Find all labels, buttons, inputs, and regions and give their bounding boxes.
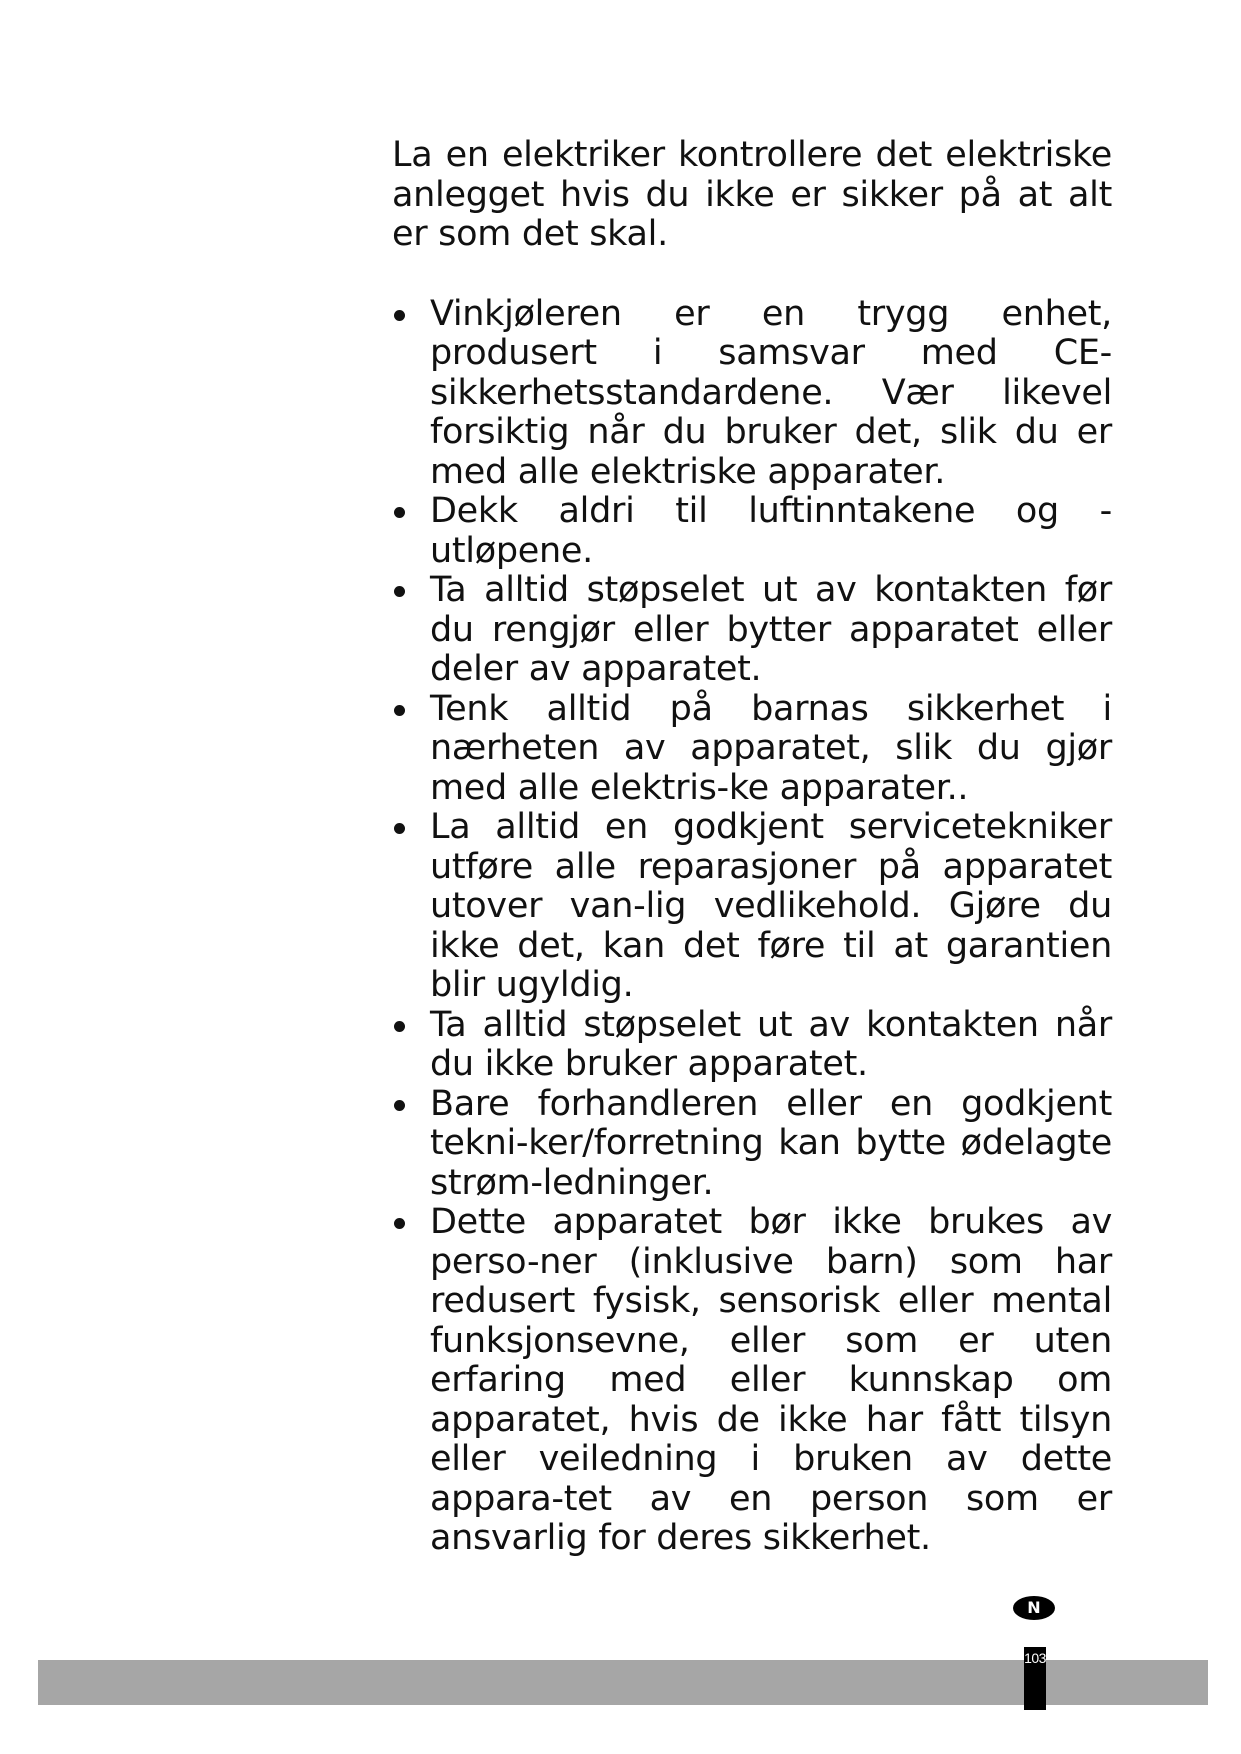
bullet-icon — [394, 310, 405, 321]
list-item-text: Dette apparatet bør ikke brukes av perso-ner (inklusive barn) som har redusert fysisk, sensorisk eller mental funksjonsevne, eller som er uten erfaring med eller kunnskap om apparatet, hvis de ikke har fått tilsyn eller veiledning i bruken av dette appara-tet av en person som er ansvarlig for deres sikkerhet. — [430, 1202, 1112, 1558]
list-item-text: Ta alltid støpselet ut av kontakten når du ikke bruker apparatet. — [430, 1004, 1112, 1084]
list-item — [392, 1203, 1112, 1559]
list-item — [392, 571, 1112, 690]
bullet-icon — [394, 1100, 405, 1111]
bullet-icon — [394, 507, 405, 518]
page-number: 103 — [1024, 1650, 1046, 1666]
list-item-text: La alltid en godkjent servicetekniker utføre alle reparasjoner på apparatet utover van-lig vedlikehold. Gjøre du ikke det, kan det føre til at garantien blir ugyldig. — [430, 807, 1112, 1005]
list-item — [392, 492, 1112, 571]
list-item — [392, 295, 1112, 493]
page-content — [392, 136, 1112, 1559]
list-item-text: Dekk aldri til luftinntakene og -utløpene. — [430, 491, 1112, 571]
list-item — [392, 1006, 1112, 1085]
bullet-icon — [394, 705, 405, 716]
list-item-text: Bare forhandleren eller en godkjent tekni-ker/forretning kan bytte ødelagte strøm-ledninger. — [430, 1083, 1112, 1203]
list-item — [392, 690, 1112, 809]
bullet-icon — [394, 1021, 405, 1032]
language-badge: N — [1013, 1596, 1055, 1620]
bullet-icon — [394, 586, 405, 597]
list-item-text: Ta alltid støpselet ut av kontakten før du rengjør eller bytter apparatet eller deler av apparatet. — [430, 570, 1112, 689]
list-item-text: Vinkjøleren er en trygg enhet, produsert i samsvar med CE-sikkerhetsstandardene. Vær likevel forsiktig når du bruker det, slik du er med alle elektriske apparater. — [430, 293, 1112, 492]
list-item-text: Tenk alltid på barnas sikkerhet i nærheten av apparatet, slik du gjør med alle elektris-ke apparater.. — [430, 688, 1112, 808]
bullet-icon — [394, 823, 405, 834]
list-item — [392, 808, 1112, 1006]
list-item — [392, 1085, 1112, 1204]
safety-list — [392, 295, 1112, 1559]
intro-paragraph: La en elektriker kontrollere det elektriske anlegget hvis du ikke er sikker på at alt er som det skal. — [392, 135, 1112, 254]
bullet-icon — [394, 1218, 405, 1229]
